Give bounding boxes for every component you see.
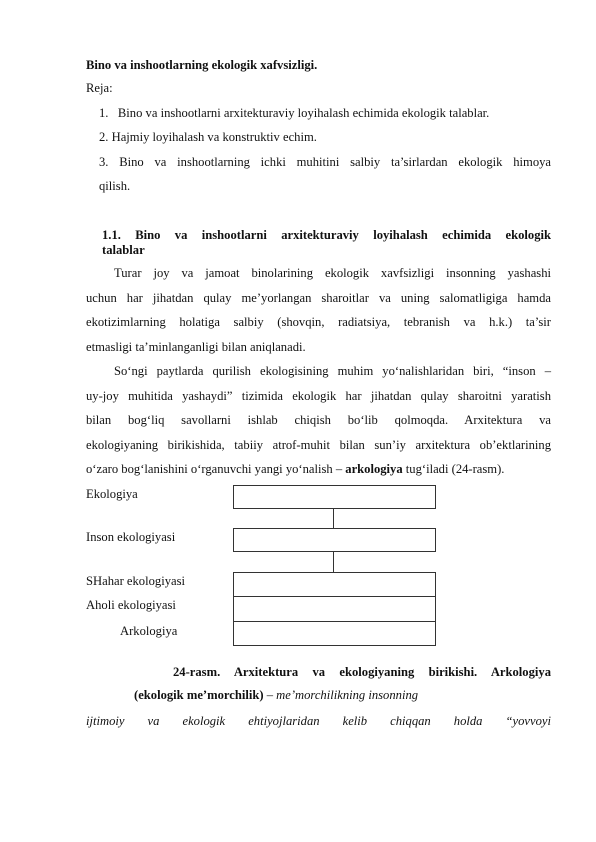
caption-text: – me’morchilikning insonning: [263, 688, 419, 702]
diagram-label-inson-ekologiyasi: Inson ekologiyasi: [86, 530, 176, 544]
document-title: Bino va inshootlarning ekologik xafvsizligi.: [86, 58, 318, 72]
diagram-label-shahar-ekologiyasi: SHahar ekologiyasi: [86, 574, 185, 588]
figure-caption: 24-rasm. Arxitektura va ekologiyaning birikishi. Arkologiya: [173, 665, 551, 679]
diagram-connector: [333, 508, 334, 528]
paragraph-2-last-line: [86, 462, 504, 477]
diagram-label-ekologiya: Ekologiya: [86, 487, 138, 501]
paragraph-2-text: o‘zaro bog‘lanishini o‘rganuvchi yangi yo‘nalish –: [86, 462, 346, 476]
paragraph-1-line: Turar joy va jamoat binolarining ekologik xavfsizligi insonning yashashi: [114, 266, 551, 280]
paragraph-2-line: ekologiyaning birikishida, tabiiy atrof-muhit bilan sun’iy arxitektura ob’ektlarining: [86, 438, 551, 452]
paragraph-2-text: tug‘iladi (24-rasm).: [402, 462, 505, 476]
paragraph-2-line: So‘ngi paytlarda qurilish ekologisining muhim yo‘nalishlaridan biri, “inson –: [114, 364, 551, 378]
diagram-label-arkologiya: Arkologiya: [120, 624, 178, 638]
figure-caption-cont: [134, 688, 418, 703]
body-text-line: ijtimoiy va ekologik ehtiyojlaridan kelib chiqqan holda “yovvoyi: [86, 714, 551, 728]
diagram-box: [233, 572, 436, 597]
diagram-label-aholi-ekologiyasi: Aholi ekologiyasi: [86, 598, 176, 612]
paragraph-1-line: etmasligi ta’minlanganligi bilan aniqlanadi.: [86, 340, 306, 354]
caption-term: (ekologik me’morchilik): [134, 688, 264, 702]
plan-item-1: 1. Bino va inshootlarni arxitekturaviy loyihalash echimida ekologik talablar.: [99, 106, 490, 120]
paragraph-1-line: ekotizimlarning holatiga salbiy (shovqin, radiatsiya, tebranish va h.k.) ta’sir: [86, 315, 551, 329]
section-heading-cont: talablar: [102, 243, 145, 257]
diagram-box: [233, 485, 436, 509]
diagram-connector: [333, 551, 334, 572]
paragraph-1-line: uchun har jihatdan qulay me’yorlangan sharoitlar va uning salomatligiga hamda: [86, 291, 551, 305]
paragraph-2-line: uy-joy muhitida yashaydi” tizimida ekologik har jihatdan qulay sharoitni yaratish: [86, 389, 551, 403]
plan-item-2: 2. Hajmiy loyihalash va konstruktiv echim.: [99, 130, 317, 144]
plan-heading: Reja:: [86, 81, 113, 95]
term-arkologiya: arkologiya: [345, 462, 403, 476]
paragraph-2-line: bilan bog‘liq savollarni ishlab chiqish bo‘lib qolmoqda. Arxitektura va: [86, 413, 551, 427]
diagram-box: [233, 596, 436, 622]
plan-item-3: 3. Bino va inshootlarning ichki muhitini salbiy ta’sirlardan ekologik himoya: [99, 155, 551, 169]
section-heading: 1.1. Bino va inshootlarni arxitekturaviy loyihalash echimida ekologik: [102, 228, 551, 242]
plan-item-3-cont: qilish.: [99, 179, 131, 193]
diagram-box: [233, 621, 436, 646]
diagram-box: [233, 528, 436, 552]
